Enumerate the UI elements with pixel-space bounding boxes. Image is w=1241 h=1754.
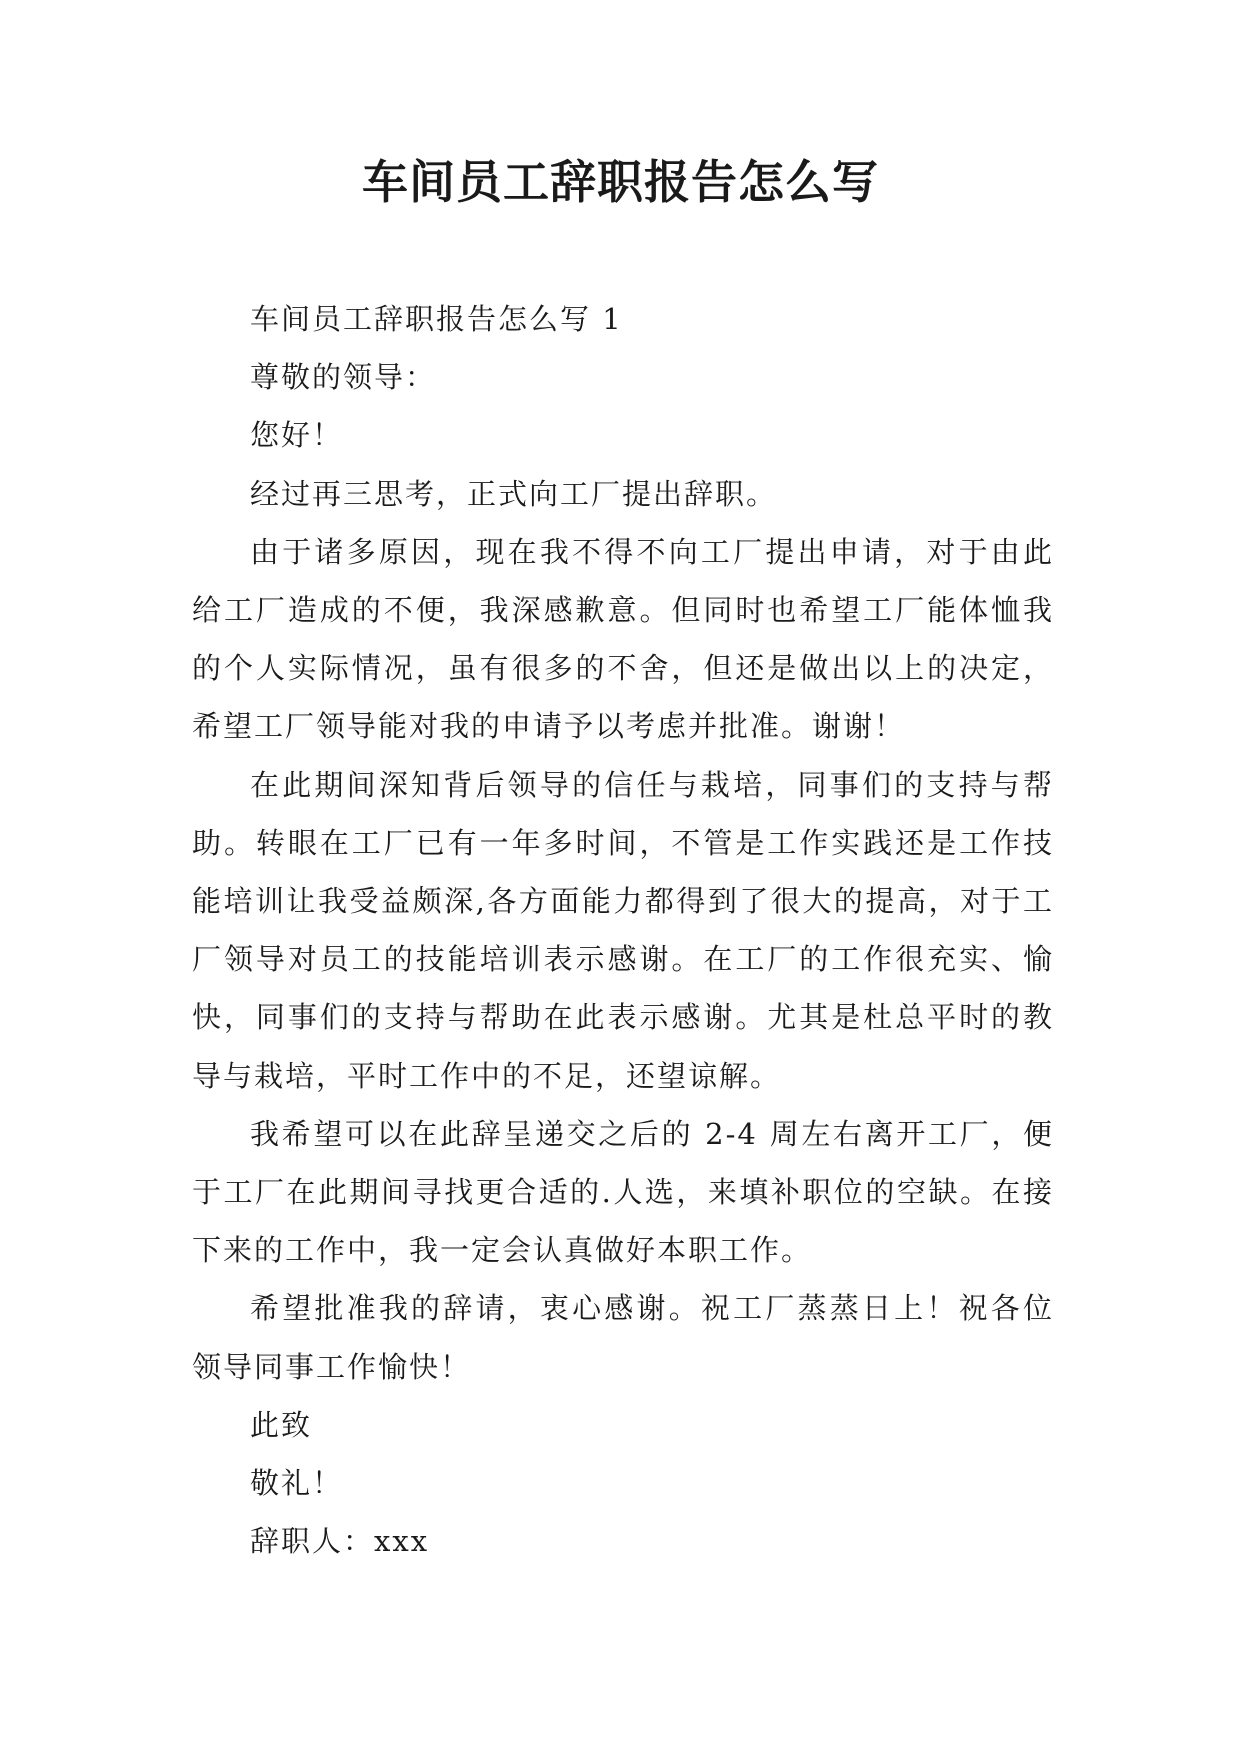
paragraph: 在此期间深知背后领导的信任与栽培，同事们的支持与帮助。转眼在工厂已有一年多时间，不管是工作实践还是工作技能培训让我受益颇深,各方面能力都得到了很大的提高，对于工厂领导对员工的技能培训表示感谢。在工厂的工作很充实、愉快，同事们的支持与帮助在此表示感谢。尤其是杜总平时的教导与栽培，平时工作中的不足，还望谅解。 <box>192 767 1054 1093</box>
closing-line: 此致 <box>250 1407 313 1442</box>
paragraph: 希望批准我的辞请，衷心感谢。祝工厂蒸蒸日上！祝各位领导同事工作愉快！ <box>192 1291 1054 1384</box>
paragraph: 经过再三思考，正式向工厂提出辞职。 <box>250 476 778 511</box>
paragraph: 我希望可以在此辞呈递交之后的 2-4 周左右离开工厂，便于工厂在此期间寻找更合适的.人选，来填补职位的空缺。在接下来的工作中，我一定会认真做好本职工作。 <box>192 1116 1054 1268</box>
signature-line: 辞职人：xxx <box>250 1524 430 1559</box>
paragraph: 由于诸多原因，现在我不得不向工厂提出申请，对于由此给工厂造成的不便，我深感歉意。但同时也希望工厂能体恤我的个人实际情况，虽有很多的不舍，但还是做出以上的决定，希望工厂领导能对我的申请予以考虑并批准。谢谢！ <box>192 534 1054 744</box>
section-heading: 车间员工辞职报告怎么写 1 <box>250 302 623 336</box>
salutation: 尊敬的领导： <box>250 360 437 395</box>
greeting: 您好！ <box>250 418 344 453</box>
document-title: 车间员工辞职报告怎么写 <box>362 155 879 209</box>
document-body <box>192 290 1054 1570</box>
closing-salute: 敬礼！ <box>250 1466 344 1501</box>
